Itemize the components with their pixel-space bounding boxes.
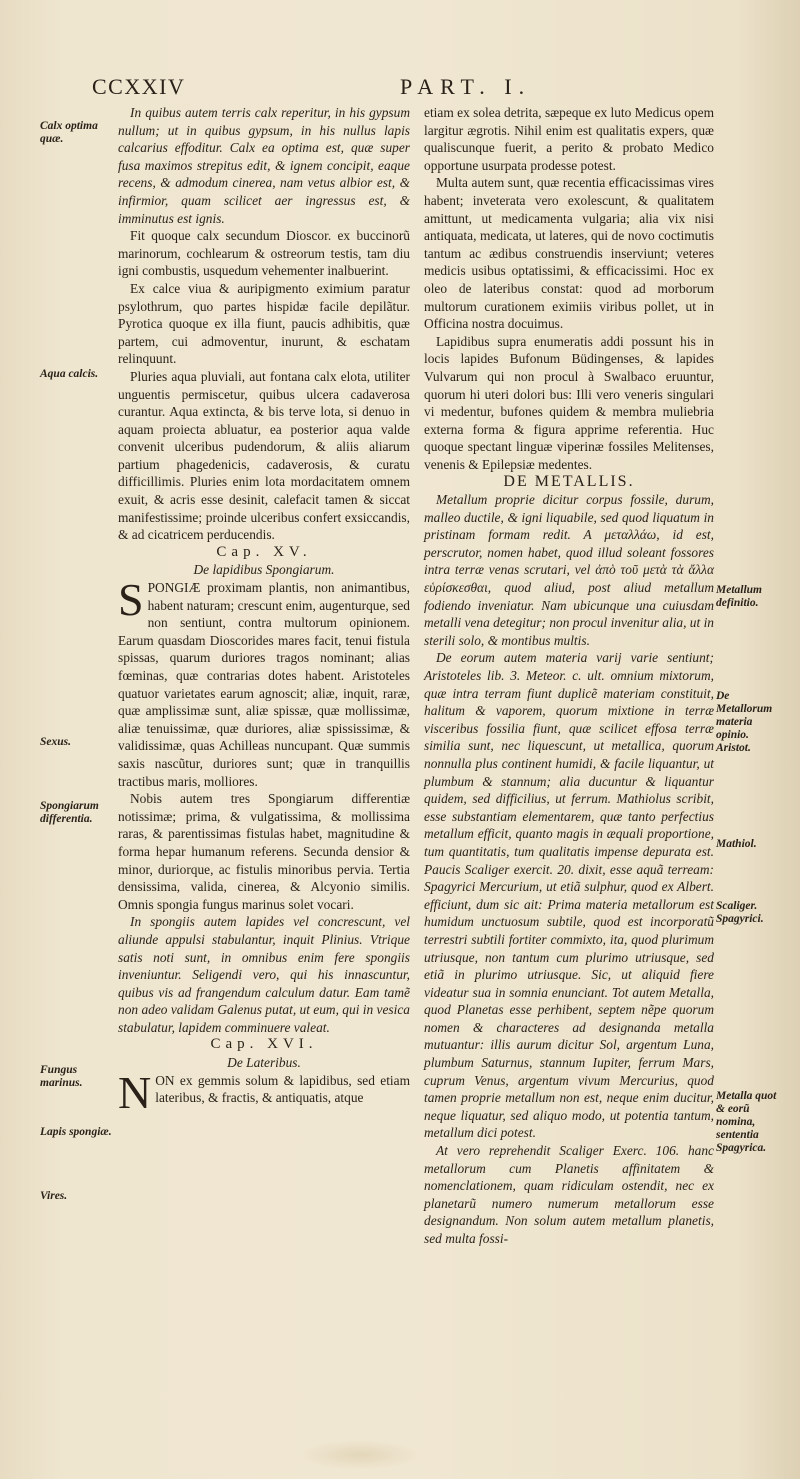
margin-note: Lapis spongiæ. <box>40 1126 112 1138</box>
chapter-heading: Cap. XVI. <box>210 1036 318 1053</box>
paragraph: Fit quoque calx secundum Dioscor. ex buccinorũ marinorum, cochlearum & ostreorum testis, tam diu igni combustis, usquedum vehementer inalbuerint. <box>118 228 410 279</box>
margin-note: Mathiol. <box>716 838 757 850</box>
section-heading: DE METALLIS. <box>503 473 635 491</box>
drop-cap: N <box>118 1066 152 1118</box>
paragraph: Ex calce viua & auripigmento eximium paratur psylothrum, quo partes hispidæ facile depilãtur. Pyrotica quoque ex illa fiunt, paucis adhibitis, quæ partem, cui admoventur, inurunt, & eschatam relinquunt. <box>118 280 410 367</box>
paragraph <box>118 574 410 790</box>
right-column <box>424 104 714 1248</box>
margin-note: De Metallorum materia opinio. <box>716 690 773 741</box>
margin-note: Calx optima quæ. <box>40 120 98 145</box>
margin-note: Metallum definitio. <box>716 584 763 609</box>
paragraph-text: PONGIÆ proximam plantis, non animantibus, habent naturam; crescunt enim, augenturque, sed non sentiunt, contra multorum opinionem. Earum quasdam Dioscorides mares facit, tenui fistula spissas, quarum duriores tragos nominant; alias fœminas, quæ contrarias dotes habent. Aristoteles quatuor varietates earum agnoscit; aliæ, inquit, raræ, quæ amplissimæ sunt, aliæ spissæ, quæ mollissimæ, aliæ tenuissimæ, quæ duriores, aliæ spississimæ, & validissimæ, quas Achilleas nuncupant. Quæ summis saxis nascũtur, duriores sunt; quæ in tranquillis tractibus maris, molliores. <box>118 580 410 789</box>
margin-note: Aqua calcis. <box>40 368 99 380</box>
paragraph: Metallum proprie dicitur corpus fossile, durum, malleo ductile, & igni liquabile, sed quod liquatum in pristinam formam redit. A μεταλλάω, id est, perscrutor, nomen habet, quod illud soleant fossores intra terræ venas scrutari, vel ἀπὸ τοῦ μετὰ τὰ ἄλλα εὑρίσκεσθαι, quod aliud, post aliud metallum fodiendo inveniatur. Nam ubicunque una cuiusdam metalli vena detegitur; non procul invenitur alia, ut in sterili solo, & montibus multis. <box>424 492 714 648</box>
drop-cap: S <box>118 574 144 626</box>
paragraph: In spongiis autem lapides vel concrescunt, vel aliunde appulsi stabulantur, inquit Plinius. Vtrique satis noti sunt, in omnibus enim fere spongiis inveniuntur. Seligendi vero, qui his innascuntur, quibus vis ad frangendum calculum datur. Eam tamẽ non adeo validam Galenus putat, ut eum, qui in vesica stabulatur, lapidem comminuere valeat. <box>118 914 410 1035</box>
margin-note: Fungus marinus. <box>40 1064 83 1089</box>
paragraph: Nobis autem tres Spongiarum differentiæ notissimæ; prima, & vulgatissima, & mollissima raras, & parentissimas fistulas habet, magnitudine & forma hepar humanum referens. Secunda densior & minor, duriorque, ac fistulis minoribus pervia. Tertia densissima, valida, cinerea, & Alcyonio similis. Omnis spongia fungus marinus solet vocari. <box>118 791 410 912</box>
margin-note: Vires. <box>40 1190 68 1202</box>
part-title: PART. I. <box>400 74 532 99</box>
chapter-title: De lapidibus Spongiarum. <box>193 562 335 578</box>
paragraph: Multa autem sunt, quæ recentia efficacissimas vires habent; inveterata vero exolescunt, & qualitatem amittunt, ut medicamenta vulgaria; alia vix nisi antiquata, medicata, ut lateres, qui de novo coctimutis tantum ac ædibus construendis inserviunt; veteres medicis usibus optatissimi, & efficacissimi. Hoc ex oleo de lateribus constat: quod ad morborum multorum curationem eximiis viribus pollet, ut in Officina nostra docuimus. <box>424 175 714 332</box>
paper-stain <box>300 1440 420 1470</box>
margin-note: Scaliger. Spagyrici. <box>716 900 764 925</box>
paragraph: In quibus autem terris calx reperitur, in his gypsum nullum; ut in quibus gypsum, in his nullus lapis calcarius effoditur. Calx ea optima est, quæ super fusa maximos strepitus edit, & ignem concipit, eaque recens, & admodum cinerea, nam vetus albior est, & infirmior, quam scilicet aer ingressus est, & imminutus est ignis. <box>118 105 410 226</box>
chapter-heading: Cap. XV. <box>216 543 312 560</box>
paragraph: At vero reprehendit Scaliger Exerc. 106. hanc metallorum cum Planetis affinitatem & nomenclationem, quam ridiculam ostendit, nec ex planetarũ numero numerum metallorum esse designandum. Non solum autem metallum planetis, sed multa fossi- <box>424 1143 714 1246</box>
page-number: CCXXIV <box>92 74 186 99</box>
margin-note: Metalla quot & eorũ nomina, sententia Spagyrica. <box>716 1090 777 1154</box>
margin-note: Sexus. <box>40 736 71 748</box>
page-header <box>82 74 782 104</box>
paragraph: Pluries aqua pluviali, aut fontana calx elota, utiliter unguentis permiscetur, quibus ulcera cadaverosa curantur. Aqua extincta, & bis terve lota, si denuo in aquam proiecta abluatur, ea posterior aqua valde convenit ulceribus pudendorum, & aliis aliarum partium phagedenicis, cadaverosis, & curatu difficillimis. Pluries enim lota mordacitatem omnem exuit, & acris esse desinit, calefacit tamen & siccat manifestissime; proinde ulceribus confert exsiccandis, & ad cicatricem perducendis. <box>118 368 410 543</box>
paragraph <box>118 1066 410 1118</box>
chapter-title: De Lateribus. <box>227 1055 301 1071</box>
margin-note: Aristot. <box>716 742 751 754</box>
paragraph-text: ON ex gemmis solum & lapidibus, sed etiam lateribus, & fractis, & antiquatis, atque <box>155 1072 410 1106</box>
paragraph: De eorum autem materia varij varie sentiunt; Aristoteles lib. 3. Meteor. c. ult. omnium mixtorum, quæ intra terram fiunt duplicẽ materiam constituit, halitum & vaporem, quorum mixtione in terræ visceribus fossilia fiunt, quæ scilicet effosa terræ similia sunt, nec liquescunt, ut metallica, quorum nonnulla plus continent humidi, & facile liquantur, ut plumbum & stannum; alia ducuntur & liquantur quidem, sed difficilius, ut ferrum. Mathiolus scribit, esse substantiam elementarem, quæ tanto perfectius metallum efficit, quanto magis in æquali proportione, tum quantitatis, tum qualitatis impense depurata est. Paucis Scaliger exercit. 20. dixit, esse aquã terream: Spagyrici Mercurium, ut etiã sulphur, quod ex Albert. efficiunt, dum sic ait: Prima materia metallorum est humidum unctuosum subtile, quod est incorporatũ terrestri subtili fortiter commixto, ita, quod plurimum utriusque, non tantum cum plurimo utriusque, sed etiã in plurimo utriusque. Sic, ut aliquid fiere videatur sua in somnia enunciant. Tot autem Metalla, quod Planetas esse perhibent, septem nẽpe quorum nomen & characteres ad designanda metalla mutuantur: illis aurum dicitur Sol, argentum Luna, plumbum Saturnus, stannum Iupiter, ferrum Mars, cuprum Venus, argentum vivum Mercurius, quod tamen proprie metallum non est, neque enim ducitur, neque liquatur, sed aliquo modo, ut potentia tantum, metallum dici potest. <box>424 650 714 1141</box>
paragraph: Lapidibus supra enumeratis addi possunt his in locis lapides Bufonum Büdingenses, & lapides Vulvarum qui non procul à Swalbaco eruuntur, quorum hi uteri dolori bus: Illi vero veneris singulari vi medentur, bufones quidem & membra muliebria externa forma & figura apprime referentia. Huc quoque spectant linguæ viperinæ fossiles Melitenses, venenis & Epilepsiæ medentes. <box>424 333 714 472</box>
left-column <box>118 104 410 1118</box>
margin-note: Spongiarum differentia. <box>40 800 99 825</box>
paragraph: etiam ex solea detrita, sæpeque ex luto Medicus opem largitur ægrotis. Nihil enim est qualitatis expers, quæ qualiscunque fuerit, a perito & probato Medico opportune usurpata prodesse potest. <box>424 105 714 173</box>
